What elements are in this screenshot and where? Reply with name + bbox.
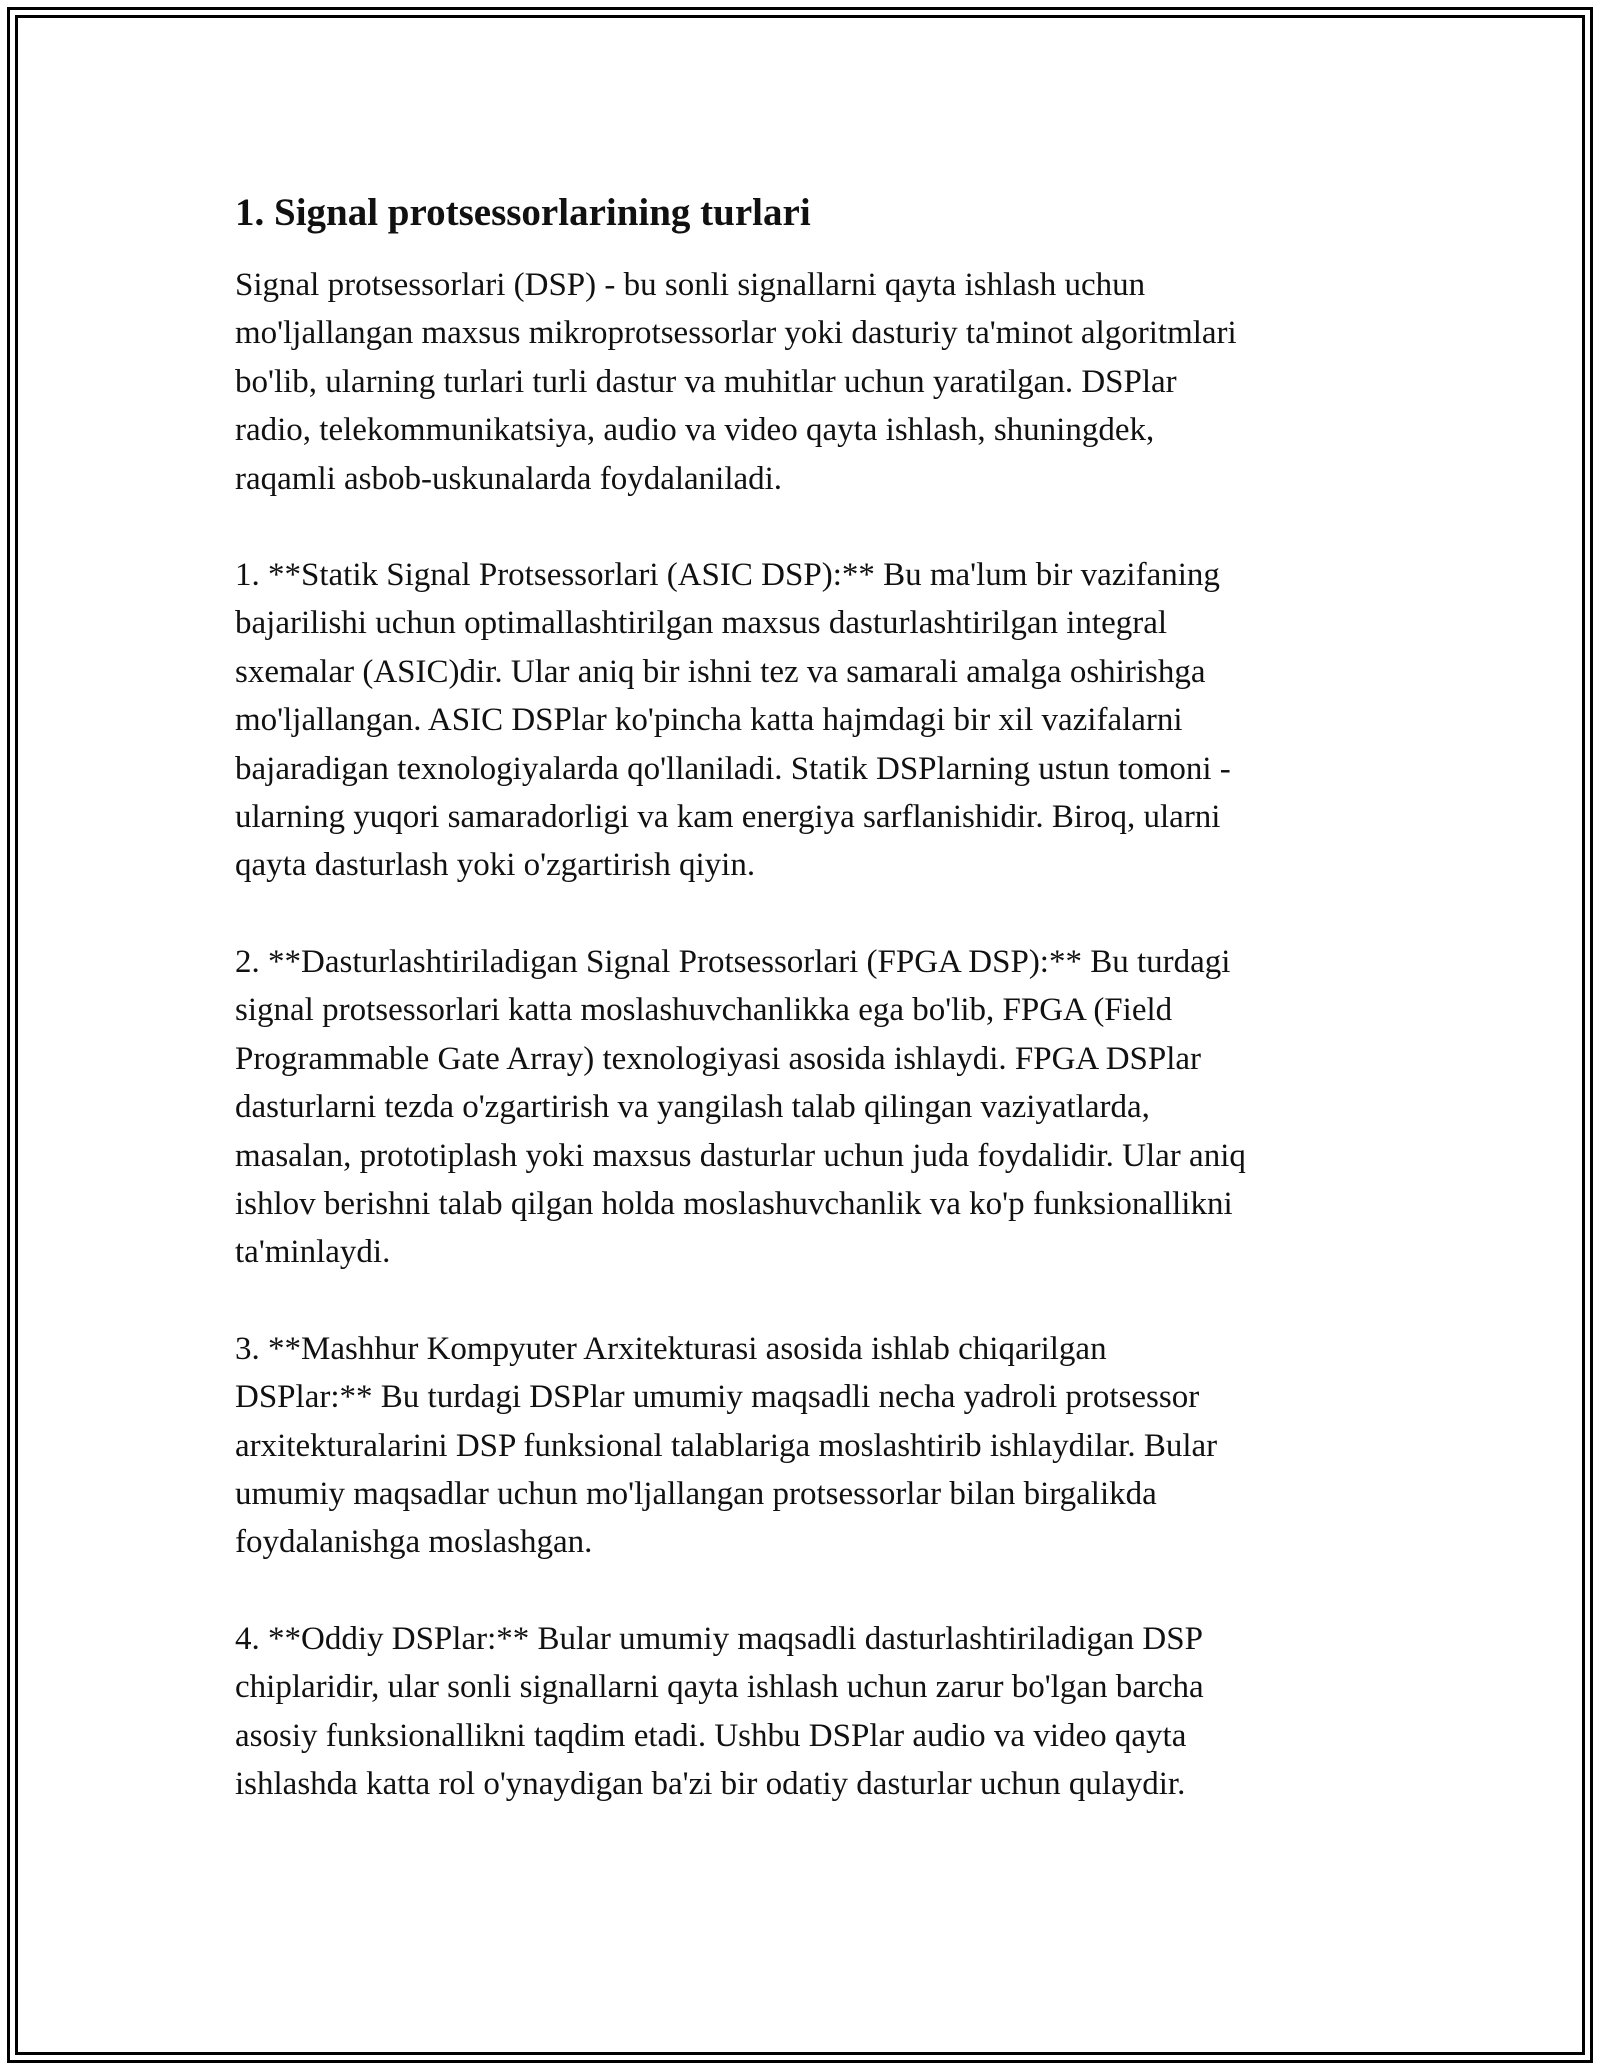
document-body bbox=[235, 186, 1370, 1808]
intro-paragraph: Signal protsessorlari (DSP) - bu sonli signallarni qayta ishlash uchun mo'ljallangan maxsus mikroprotsessorlar yoki dasturiy ta'minot algoritmlari bo'lib, ularning turlari turli dastur va muhitlar uchun yaratilgan. DSPlar radio, telekommunikatsiya, audio va video qayta ishlash, shuningdek, raqamli asbob-uskunalarda foydalaniladi. bbox=[235, 267, 1237, 497]
section-heading: 1. Signal protsessorlarining turlari bbox=[235, 191, 811, 234]
item-computer-architecture-dsp: 3. **Mashhur Kompyuter Arxitekturasi asosida ishlab chiqarilgan DSPlar:** Bu turdagi DSPlar umumiy maqsadli necha yadroli protsessor arxitekturalarini DSP funksional talablariga moslashtirib ishlaydilar. Bular umumiy maqsadlar uchun mo'ljallangan protsessorlar bilan birgalikda foydalanishga moslashgan. bbox=[235, 1330, 1218, 1561]
item-asic-dsp: 1. **Statik Signal Protsessorlari (ASIC DSP):** Bu ma'lum bir vazifaning bajarilishi uchun optimallashtirilgan maxsus dasturlashtirilgan integral sxemalar (ASIC)dir. Ular aniq bir ishni tez va samarali amalga oshirishga mo'ljallangan. ASIC DSPlar ko'pincha katta hajmdagi bir xil vazifalarni bajaradigan texnologiyalarda qo'llaniladi. Statik DSPlarning ustun tomoni - ularning yuqori samaradorligi va kam energiya sarflanishidir. Biroq, ularni qayta dasturlash yoki o'zgartirish qiyin. bbox=[235, 557, 1231, 884]
item-fpga-dsp: 2. **Dasturlashtiriladigan Signal Protsessorlari (FPGA DSP):** Bu turdagi signal protsessorlari katta moslashuvchanlikka ega bo'lib, FPGA (Field Programmable Gate Array) texnologiyasi asosida ishlaydi. FPGA DSPlar dasturlarni tezda o'zgartirish va yangilash talab qilingan vaziyatlarda, masalan, prototiplash yoki maxsus dasturlar uchun juda foydalidir. Ular aniq ishlov berishni talab qilgan holda moslashuvchanlik va ko'p funksionallikni ta'minlaydi. bbox=[235, 943, 1246, 1271]
item-simple-dsp: 4. **Oddiy DSPlar:** Bular umumiy maqsadli dasturlashtiriladigan DSP chiplaridir, ular sonli signallarni qayta ishlash uchun zarur bo'lgan barcha asosiy funksionallikni taqdim etadi. Ushbu DSPlar audio va video qayta ishlashda katta rol o'ynaydigan ba'zi bir odatiy dasturlar uchun qulaydir. bbox=[235, 1620, 1204, 1802]
